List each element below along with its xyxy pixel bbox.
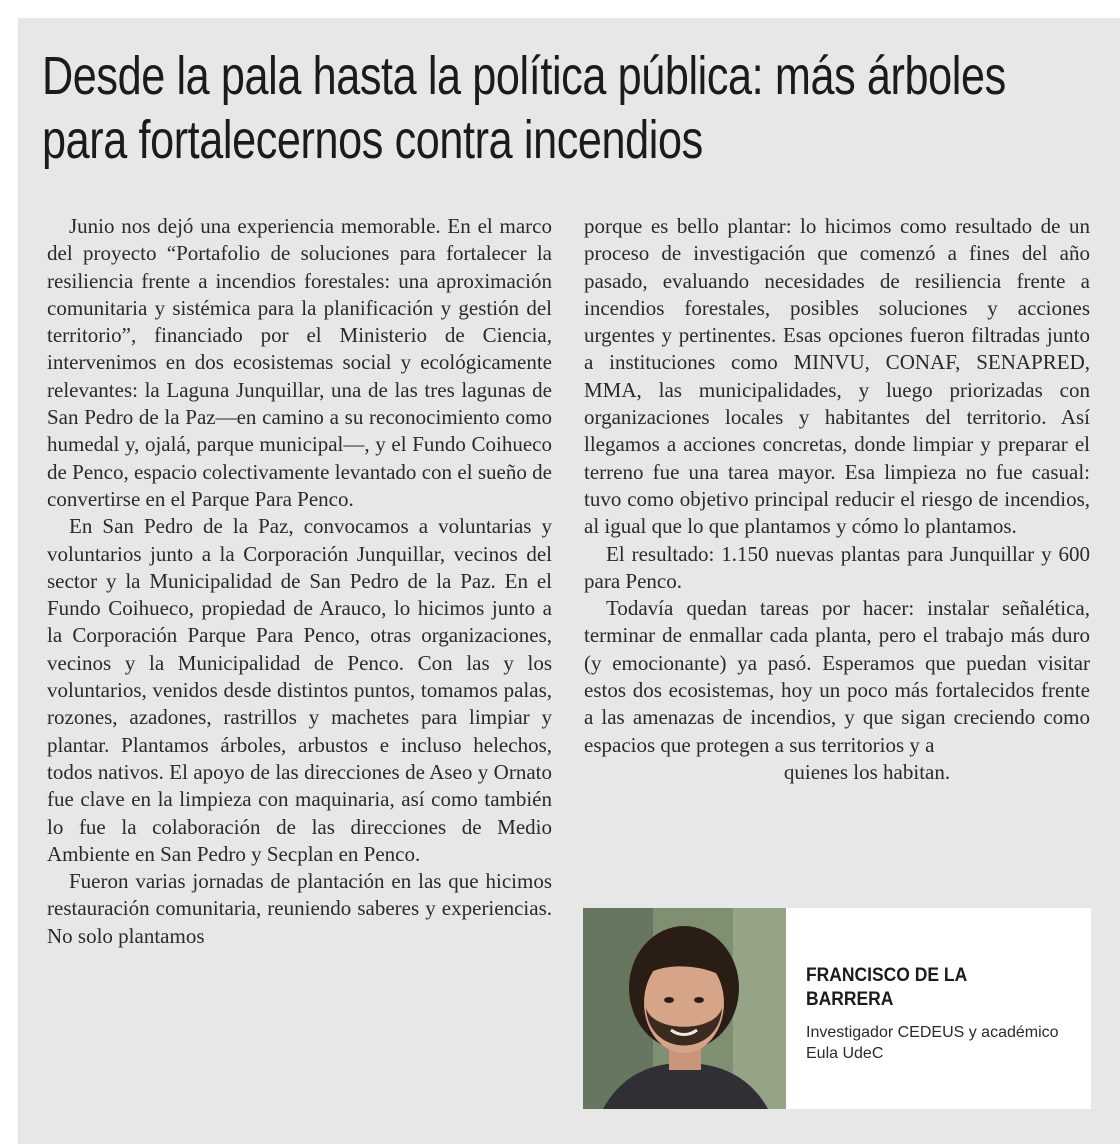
author-portrait-image: [583, 908, 786, 1109]
author-photo: [583, 908, 786, 1109]
paragraph: En San Pedro de la Paz, convocamos a voluntarias y voluntarios junto a la Corporación Junquillar, vecinos del sector y la Municipalidad de San Pedro de la Paz. En el Fundo Coihueco, propiedad de Arauco, lo hicimos junto a la Corporación Parque Para Penco, otras organizaciones, vecinos y la Municipalidad de Penco. Con las y los voluntarios, venidos desde distintos puntos, tomamos palas, rozones, azadones, rastrillos y machetes para limpiar y plantar. Plantamos árboles, arbustos e incluso helechos, todos nativos. El apoyo de las direcciones de Aseo y Ornato fue clave en la limpieza con maquinaria, así como también lo fue la colaboración de las direcciones de Medio Ambiente en San Pedro y Secplan en Penco.: [47, 514, 552, 866]
article-column-left: [47, 213, 552, 950]
paragraph: Todavía quedan tareas por hacer: instalar señalética, terminar de enmallar cada planta, pero el trabajo más duro (y emocionante) ya pasó. Esperamos que puedan visitar estos dos ecosistemas, hoy un poco más fortalecidos frente a las amenazas de incendios, y que sigan creciendo como espacios que protegen a sus territorios y a: [584, 596, 1090, 757]
paragraph: porque es bello plantar: lo hicimos como resultado de un proceso de investigación que comenzó a fines del año pasado, evaluando necesidades de resiliencia frente a incendios forestales, posibles soluciones y acciones urgentes y pertinentes. Esas opciones fueron filtradas junto a instituciones como MINVU, CONAF, SENAPRED, MMA, las municipalidades, y luego priorizadas con organizaciones locales y habitantes del territorio. Así llegamos a acciones concretas, donde limpiar y preparar el terreno fue una tarea mayor. Esa limpieza no fue casual: tuvo como objetivo principal reducir el riesgo de incendios, al igual que lo que plantamos y cómo lo plantamos.: [584, 214, 1090, 539]
headline-line-1: Desde la pala hasta la política pública: más árboles: [42, 46, 1006, 106]
headline-line-2: para fortalecernos contra incendios: [42, 110, 703, 170]
article-column-right: [584, 213, 1090, 786]
author-box: [583, 908, 1091, 1109]
article-headline: [42, 44, 1006, 172]
author-name: FRANCISCO DE LA BARRERA: [806, 965, 967, 1010]
paragraph: Fueron varias jornadas de plantación en las que hicimos restauración comunitaria, reuniendo saberes y experiencias. No solo plantamos: [47, 869, 552, 948]
paragraph: El resultado: 1.150 nuevas plantas para Junquillar y 600 para Penco.: [584, 541, 1090, 593]
author-role: Investigador CEDEUS y académico Eula UdeC: [806, 1024, 1059, 1062]
paragraph-closing: quienes los habitan.: [783, 759, 951, 784]
paragraph: Junio nos dejó una experiencia memorable. En el marco del proyecto “Portafolio de soluciones para fortalecer la resiliencia frente a incendios forestales: una aproximación comunitaria y sistémica para la planificación y gestión del territorio”, financiado por el Ministerio de Ciencia, intervenimos en dos ecosistemas social y ecológicamente relevantes: la Laguna Junquillar, una de las tres lagunas de San Pedro de la Paz—en camino a su reconocimiento como humedal y, ojalá, parque municipal—, y el Fundo Coihueco de Penco, espacio colectivamente levantado con el sueño de convertirse en el Parque Para Penco.: [47, 214, 552, 511]
